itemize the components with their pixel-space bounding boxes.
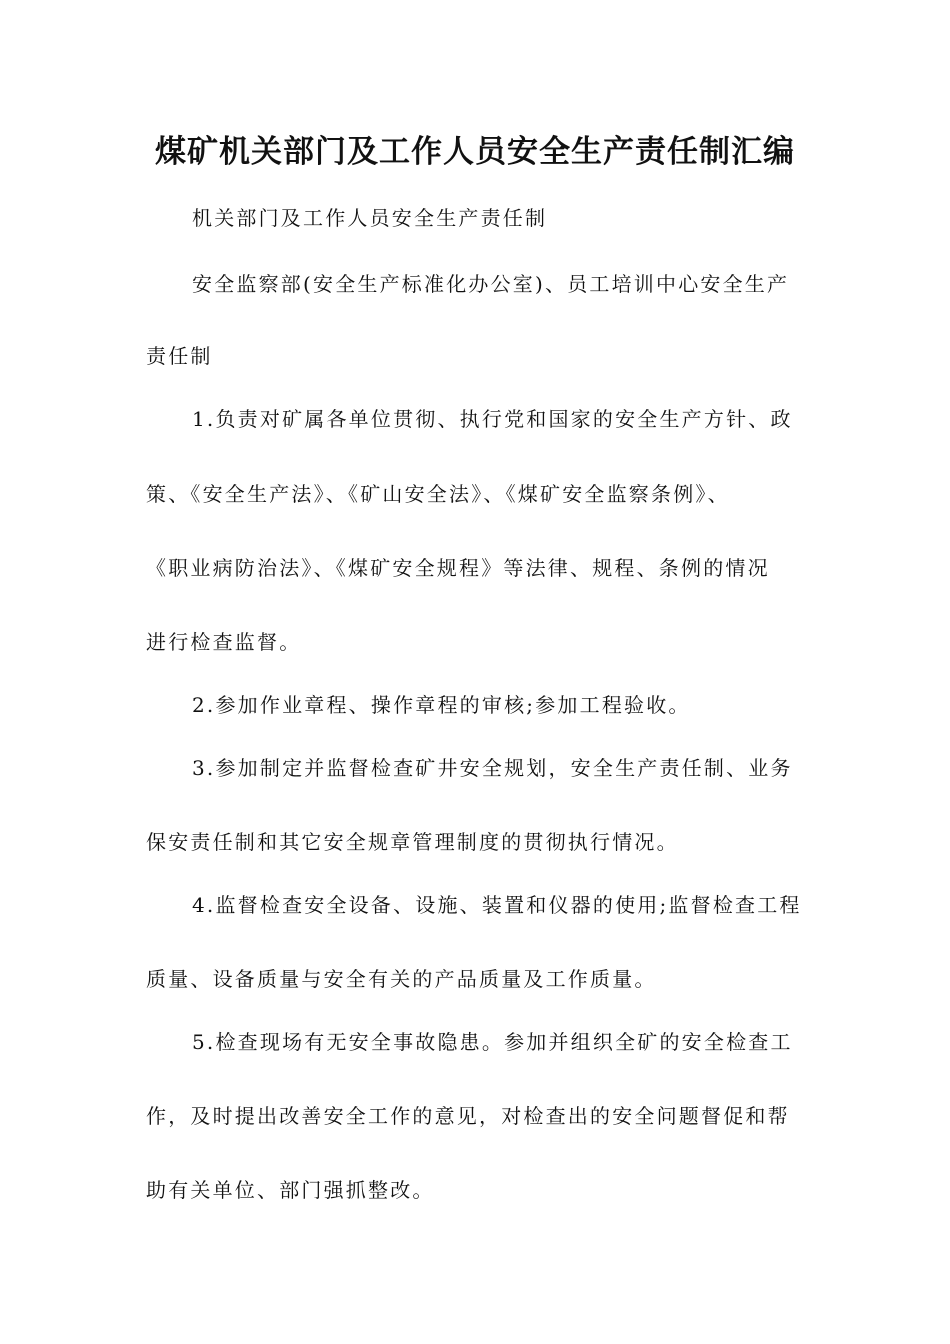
item-4-line-1: 4.监督检查安全设备、设施、装置和仪器的使用;监督检查工程 (192, 893, 802, 917)
subsection-heading-line-1: 安全监察部(安全生产标准化办公室)、员工培训中心安全生产 (192, 272, 790, 296)
item-1-line-3: 《职业病防治法》、《煤矿安全规程》等法律、规程、条例的情况 (146, 556, 770, 580)
subsection-heading-line-2: 责任制 (146, 344, 213, 368)
item-3-line-1: 3.参加制定并监督检查矿井安全规划，安全生产责任制、业务 (192, 756, 793, 780)
item-4-line-2: 质量、设备质量与安全有关的产品质量及工作质量。 (146, 967, 657, 991)
item-1-line-2: 策、《安全生产法》、《矿山安全法》、《煤矿安全监察条例》、 (146, 482, 730, 506)
item-1-line-1: 1.负责对矿属各单位贯彻、执行党和国家的安全生产方针、政 (192, 407, 793, 431)
item-2-line-1: 2.参加作业章程、操作章程的审核;参加工程验收。 (192, 693, 691, 717)
section-heading: 机关部门及工作人员安全生产责任制 (192, 206, 548, 230)
item-5-line-3: 助有关单位、部门强抓整改。 (146, 1178, 435, 1202)
item-3-line-2: 保安责任制和其它安全规章管理制度的贯彻执行情况。 (146, 830, 679, 854)
item-5-line-2: 作，及时提出改善安全工作的意见，对检查出的安全问题督促和帮 (146, 1104, 790, 1128)
document-title: 煤矿机关部门及工作人员安全生产责任制汇编 (155, 134, 795, 170)
item-1-line-4: 进行检查监督。 (146, 630, 302, 654)
item-5-line-1: 5.检查现场有无安全事故隐患。参加并组织全矿的安全检查工 (192, 1030, 793, 1054)
